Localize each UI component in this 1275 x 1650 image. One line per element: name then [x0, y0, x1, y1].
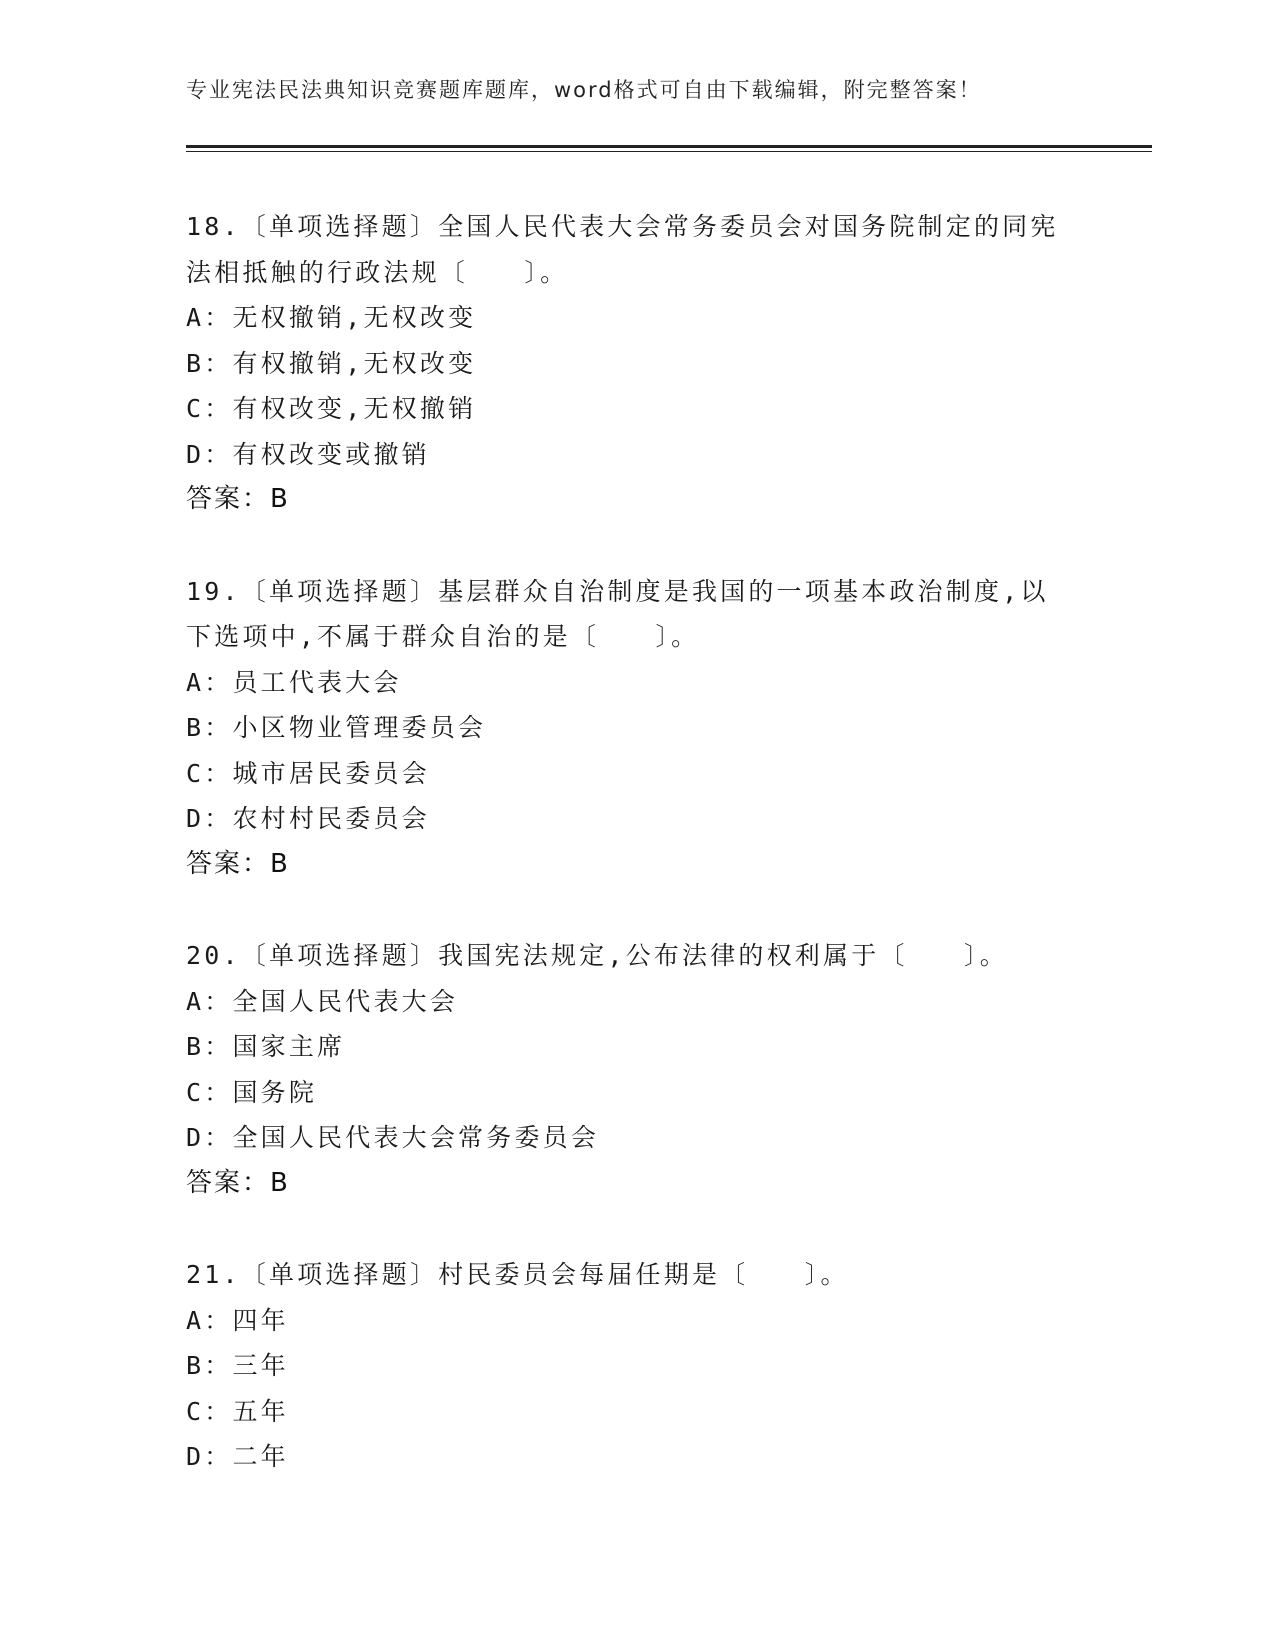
option-d: D：农村村民委员会: [186, 804, 430, 833]
page-header: 专业宪法民法典知识竞赛题库题库，word格式可自由下载编辑，附完整答案！: [186, 78, 982, 102]
option-d: D：全国人民代表大会常务委员会: [186, 1123, 600, 1152]
question-stem: 下选项中,不属于群众自治的是〔 〕。: [186, 622, 700, 651]
question-20: [186, 933, 1086, 1206]
answer: 答案：B: [186, 1167, 290, 1198]
answer: 答案：B: [186, 484, 290, 514]
option-a: A：四年: [186, 1305, 289, 1335]
header-rule-thin: [186, 151, 1152, 152]
option-d: D：有权改变或撤销: [186, 439, 430, 469]
question-stem: 法相抵触的行政法规〔 〕。: [186, 257, 569, 287]
option-c: C：五年: [186, 1396, 289, 1426]
answer: 答案：B: [186, 848, 290, 879]
question-18: [186, 204, 1086, 523]
option-c: C：有权改变,无权撤销: [186, 394, 477, 423]
option-a: A：无权撤销,无权改变: [186, 303, 477, 332]
question-19: [186, 569, 1086, 888]
option-a: A：员工代表大会: [186, 667, 402, 697]
header-rule-thick: [186, 145, 1152, 148]
option-d: D：二年: [186, 1442, 289, 1471]
question-stem: 20.〔单项选择题〕我国宪法规定,公布法律的权利属于〔 〕。: [186, 941, 1008, 970]
option-b: B：三年: [186, 1351, 289, 1380]
option-c: C：城市居民委员会: [186, 758, 430, 788]
option-a: A：全国人民代表大会: [186, 986, 459, 1016]
question-21: [186, 1252, 1086, 1480]
question-stem: 19.〔单项选择题〕基层群众自治制度是我国的一项基本政治制度,以: [186, 576, 1049, 606]
question-list: [186, 204, 1086, 1526]
option-b: B：小区物业管理委员会: [186, 713, 487, 742]
option-b: B：国家主席: [186, 1032, 346, 1061]
option-b: B：有权撤销,无权改变: [186, 348, 477, 378]
question-stem: 21.〔单项选择题〕村民委员会每届任期是〔 〕。: [186, 1260, 849, 1289]
option-c: C：国务院: [186, 1077, 318, 1107]
question-stem: 18.〔单项选择题〕全国人民代表大会常务委员会对国务院制定的同宪: [186, 212, 1059, 241]
